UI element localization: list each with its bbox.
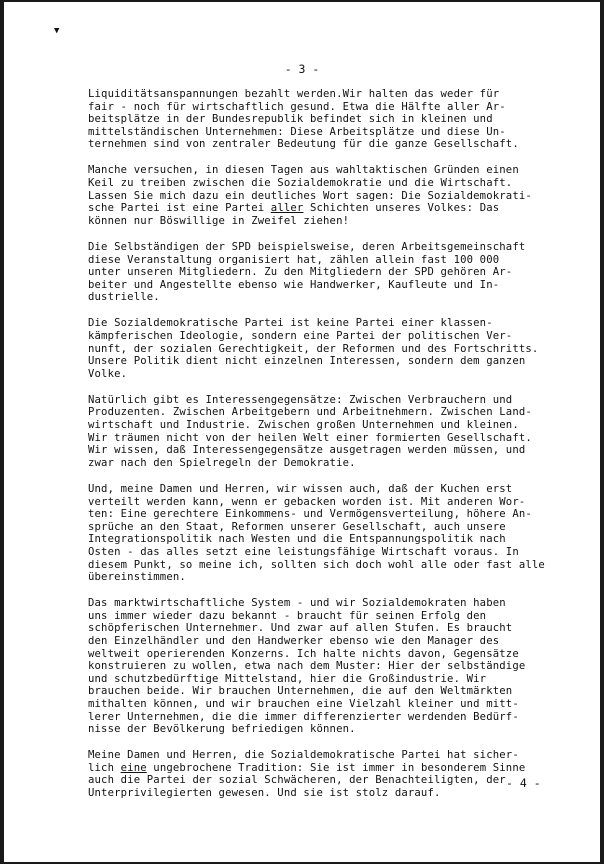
- text-line: Produzenten. Zwischen Arbeitgebern und Arbeitnehmern. Zwischen Land-: [88, 406, 532, 419]
- next-page-marker: - 4 -: [506, 776, 541, 790]
- text-line: weltweit operierenden Konzerns. Ich halte nichts davon, Gegensätze: [88, 647, 519, 660]
- document-page: [4, 2, 600, 862]
- text-line: Liquiditätsanspannungen bezahlt werden.Wir halten das weder für: [88, 88, 500, 100]
- text-line: nunft, der sozialen Gerechtigkeit, der Reformen und des Fortschritts.: [88, 342, 539, 355]
- text-line: Und, meine Damen und Herren, wir wissen auch, daß der Kuchen erst: [88, 482, 513, 495]
- underlined-word: eine: [120, 761, 147, 774]
- text-line: Natürlich gibt es Interessengegensätze: Zwischen Verbrauchern und: [88, 393, 513, 406]
- text-line: Wir träumen nicht von der heilen Welt einer formierten Gesellschaft.: [88, 431, 532, 444]
- body-text: [88, 88, 588, 813]
- paragraph-6: [88, 483, 588, 584]
- text-fragment: lich: [88, 761, 121, 774]
- paragraph-7: [88, 597, 588, 736]
- text-line: mithalten können, und wir brauchen eine Vielzahl kleiner und mitt-: [88, 697, 519, 710]
- text-line: Lassen Sie mich dazu ein deutliches Wort sagen: Die Sozialdemokrati-: [88, 189, 532, 202]
- text-line: kämpferischen Ideologie, sondern eine Partei der politischen Ver-: [88, 330, 513, 342]
- text-line: Unsere Politik dient nicht einzelnen Interessen, sondern dem ganzen: [88, 355, 526, 368]
- paragraph-5: [88, 394, 588, 470]
- text-line: uns immer wieder dazu bekannt - braucht für seinen Erfolg den: [88, 609, 487, 622]
- text-line: Keil zu treiben zwischen die Sozialdemokratie und die Wirtschaft.: [88, 177, 513, 190]
- text-line: verteilt werden kann, wenn er gebacken worden ist. Mit anderen Wor-: [88, 495, 526, 508]
- text-line: diese Veranstaltung organisiert hat, zählen allein fast 100 000: [88, 253, 500, 266]
- text-line: nisse der Bevölkerung befriedigen können.: [88, 723, 356, 736]
- underlined-word: aller: [270, 202, 304, 215]
- page-number: - 3 -: [284, 62, 320, 76]
- text-line: wirtschaft und Industrie. Zwischen großen Unternehmen und kleinen.: [88, 419, 519, 432]
- text-line: Die Sozialdemokratische Partei ist keine Partei einer klassen-: [88, 317, 493, 330]
- text-line: [88, 202, 588, 215]
- text-line: den Einzelhändler und den Handwerker ebenso wie den Manager des: [88, 634, 500, 647]
- text-line: Das marktwirtschaftliche System - und wir Sozialdemokraten haben: [88, 597, 506, 610]
- text-fragment: Schichten unseres Volkes: Das: [303, 202, 500, 215]
- text-line: Die Selbständigen der SPD beispielsweise, deren Arbeitsgemeinschaft: [88, 240, 526, 253]
- text-line: [88, 762, 588, 775]
- paragraph-1: [88, 88, 588, 151]
- paragraph-4: [88, 317, 588, 380]
- text-line: können nur Böswillige in Zweifel ziehen!: [88, 214, 350, 227]
- text-line: unter unseren Mitgliedern. Zu den Mitgliedern der SPD gehören Ar-: [88, 266, 513, 279]
- text-line: auch die Partei der sozial Schwächeren, der Benachteiligten, der: [88, 774, 506, 787]
- text-line: Integrationspolitik nach Westen und die Entspannungspolitik nach: [88, 533, 506, 546]
- text-line: beitsplätze in der Bundesrepublik befindet sich in kleinen und: [88, 113, 493, 126]
- text-line: und schutzbedürftige Mittelstand, hier die Großindustrie. Wir: [88, 672, 487, 685]
- text-line: Manche versuchen, in diesen Tagen aus wahltaktischen Gründen einen: [88, 164, 519, 177]
- text-line: diesem Punkt, so meine ich, sollten sich doch wohl alle oder fast alle: [88, 558, 545, 571]
- paragraph-3: [88, 241, 588, 304]
- text-line: fair - noch für wirtschaftlich gesund. Etwa die Hälfte aller Ar-: [88, 100, 506, 113]
- text-line: mittelständischen Unternehmen: Diese Arbeitsplätze und diese Un-: [88, 125, 506, 138]
- text-line: zwar nach den Spielregeln der Demokratie.: [88, 456, 356, 469]
- text-line: übereinstimmen.: [88, 571, 186, 584]
- text-line: Osten - das alles setzt eine leistungsfähige Wirtschaft voraus. In: [88, 545, 519, 558]
- text-line: ten: Eine gerechtere Einkommens- und Vermögensverteilung, höhere An-: [88, 508, 532, 521]
- text-fragment: ungebrochene Tradition: Sie ist immer in besonderem Sinne: [146, 761, 526, 774]
- text-line: dustrielle.: [88, 291, 160, 304]
- text-line: brauchen beide. Wir brauchen Unternehmen, die auf den Weltmärkten: [88, 685, 513, 698]
- text-line: Wir wissen, daß Interessengegensätze ausgetragen werden müssen, und: [88, 444, 526, 457]
- text-line: beiter und Angestellte ebenso wie Handwerker, Kaufleute und In-: [88, 278, 500, 291]
- paragraph-8: [88, 749, 588, 799]
- text-line: ternehmen sind von zentraler Bedeutung für die ganze Gesellschaft.: [88, 138, 519, 151]
- paragraph-2: [88, 164, 588, 227]
- text-fragment: sche Partei ist eine Partei: [88, 202, 271, 215]
- text-line: Meine Damen und Herren, die Sozialdemokratische Partei hat sicher-: [88, 749, 519, 762]
- text-line: konstruieren zu wollen, etwa nach dem Muster: Hier der selbständige: [88, 660, 526, 673]
- text-line: Unterprivilegierten gewesen. Und sie ist stolz darauf.: [88, 787, 441, 799]
- text-line: lerer Unternehmen, die die immer differenzierter werdenden Bedürf-: [88, 710, 519, 723]
- text-line: schöpferischen Unternehmer. Und zwar auf allen Stufen. Es braucht: [88, 622, 513, 635]
- text-line: Volke.: [88, 367, 128, 380]
- scan-mark: ▼: [54, 26, 60, 36]
- text-line: sprüche an den Staat, Reformen unserer Gesellschaft, auch unsere: [88, 520, 506, 533]
